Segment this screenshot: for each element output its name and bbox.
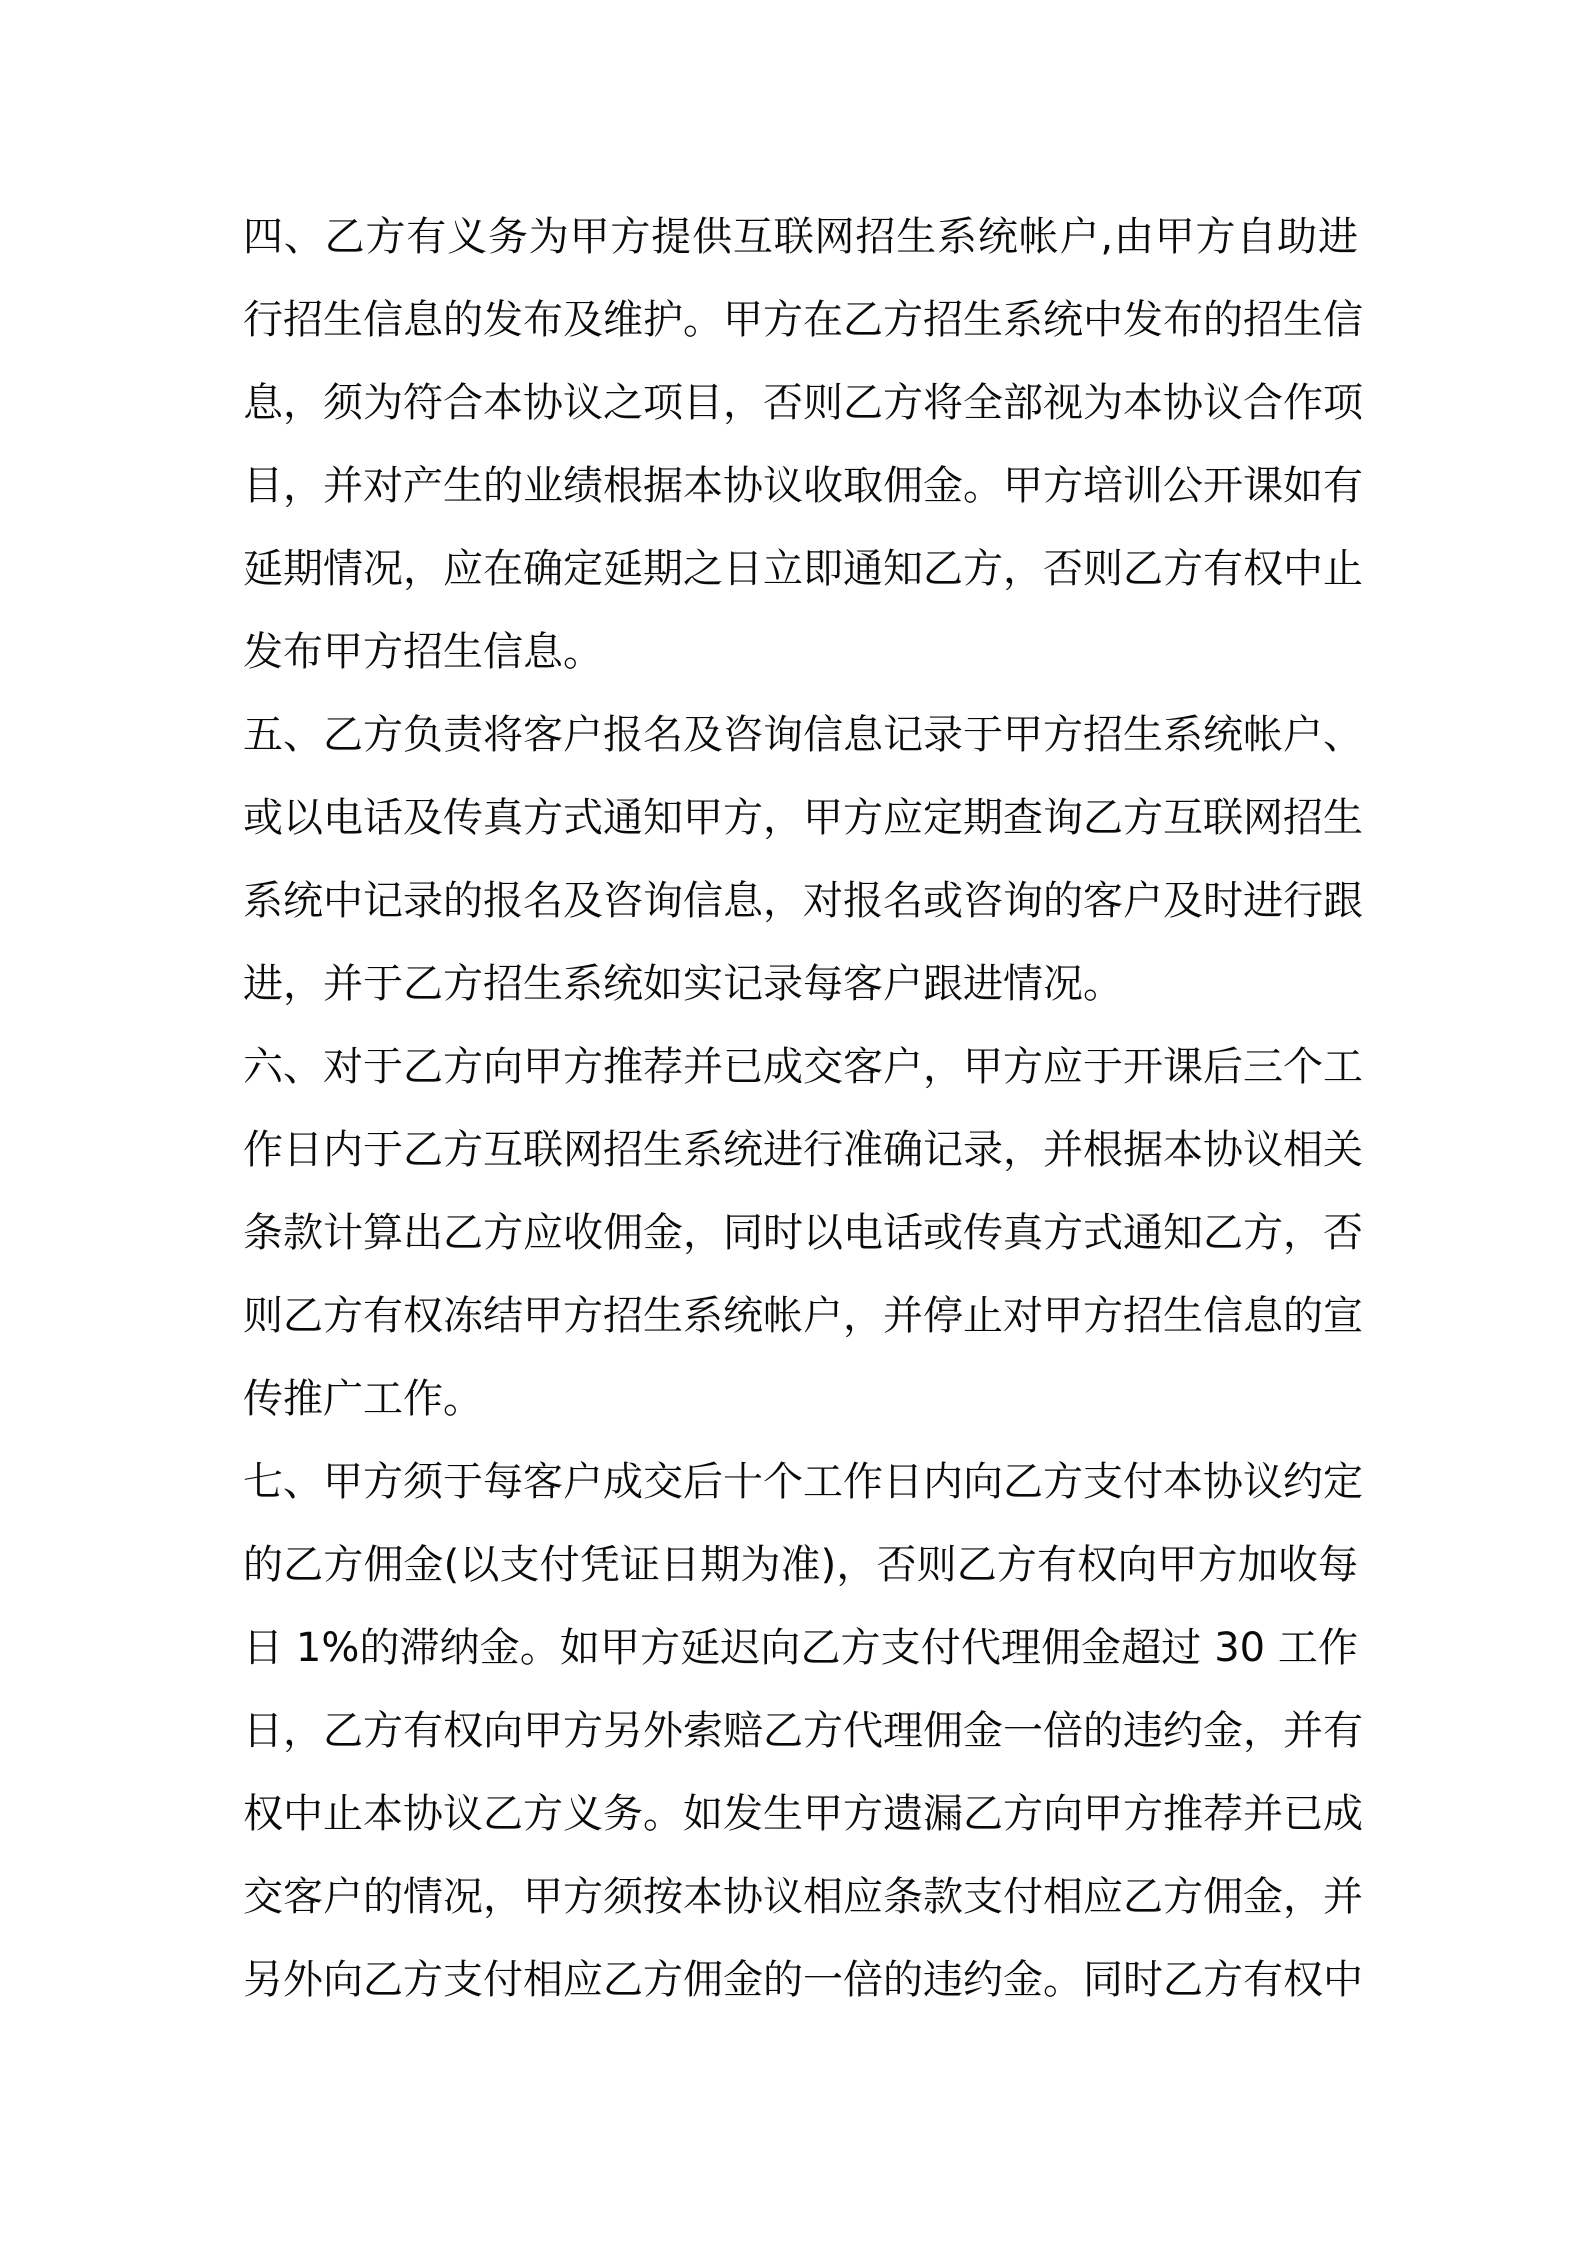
text-line: 另外向乙方支付相应乙方佣金的一倍的违约金。同时乙方有权中 bbox=[243, 1957, 1363, 2003]
text-line: 交客户的情况，甲方须按本协议相应条款支付相应乙方佣金，并 bbox=[243, 1874, 1363, 1920]
text-line: 进，并于乙方招生系统如实记录每客户跟进情况。 bbox=[243, 961, 1123, 1007]
text-line: 息，须为符合本协议之项目，否则乙方将全部视为本协议合作项 bbox=[243, 380, 1363, 426]
text-line: 则乙方有权冻结甲方招生系统帐户，并停止对甲方招生信息的宣 bbox=[243, 1293, 1363, 1339]
text-line: 五、乙方负责将客户报名及咨询信息记录于甲方招生系统帐户、 bbox=[243, 712, 1363, 758]
document-body bbox=[243, 196, 1363, 2022]
text-line: 传推广工作。 bbox=[243, 1376, 483, 1422]
text-line: 目，并对产生的业绩根据本协议收取佣金。甲方培训公开课如有 bbox=[243, 463, 1363, 509]
text-line: 日，乙方有权向甲方另外索赔乙方代理佣金一倍的违约金，并有 bbox=[243, 1708, 1363, 1754]
clause-six bbox=[243, 1026, 1363, 1441]
text-line: 条款计算出乙方应收佣金，同时以电话或传真方式通知乙方，否 bbox=[243, 1210, 1363, 1256]
text-line: 七、甲方须于每客户成交后十个工作日内向乙方支付本协议约定 bbox=[243, 1459, 1363, 1505]
text-line: 行招生信息的发布及维护。甲方在乙方招生系统中发布的招生信 bbox=[243, 297, 1363, 343]
clause-seven bbox=[243, 1441, 1363, 2022]
text-line: 六、对于乙方向甲方推荐并已成交客户，甲方应于开课后三个工 bbox=[243, 1044, 1363, 1090]
clause-five bbox=[243, 694, 1363, 1026]
text-line: 日 1%的滞纳金。如甲方延迟向乙方支付代理佣金超过 30 工作 bbox=[243, 1625, 1358, 1671]
text-line: 作日内于乙方互联网招生系统进行准确记录，并根据本协议相关 bbox=[243, 1127, 1363, 1173]
text-line: 或以电话及传真方式通知甲方，甲方应定期查询乙方互联网招生 bbox=[243, 795, 1363, 841]
text-line: 权中止本协议乙方义务。如发生甲方遗漏乙方向甲方推荐并已成 bbox=[243, 1791, 1363, 1837]
clause-four bbox=[243, 196, 1363, 694]
text-line: 系统中记录的报名及咨询信息，对报名或咨询的客户及时进行跟 bbox=[243, 878, 1363, 924]
text-line: 的乙方佣金(以支付凭证日期为准)，否则乙方有权向甲方加收每 bbox=[243, 1542, 1358, 1588]
text-line: 延期情况，应在确定延期之日立即通知乙方，否则乙方有权中止 bbox=[243, 546, 1363, 592]
text-line: 四、乙方有义务为甲方提供互联网招生系统帐户,由甲方自助进 bbox=[243, 214, 1358, 260]
text-line: 发布甲方招生信息。 bbox=[243, 629, 603, 675]
